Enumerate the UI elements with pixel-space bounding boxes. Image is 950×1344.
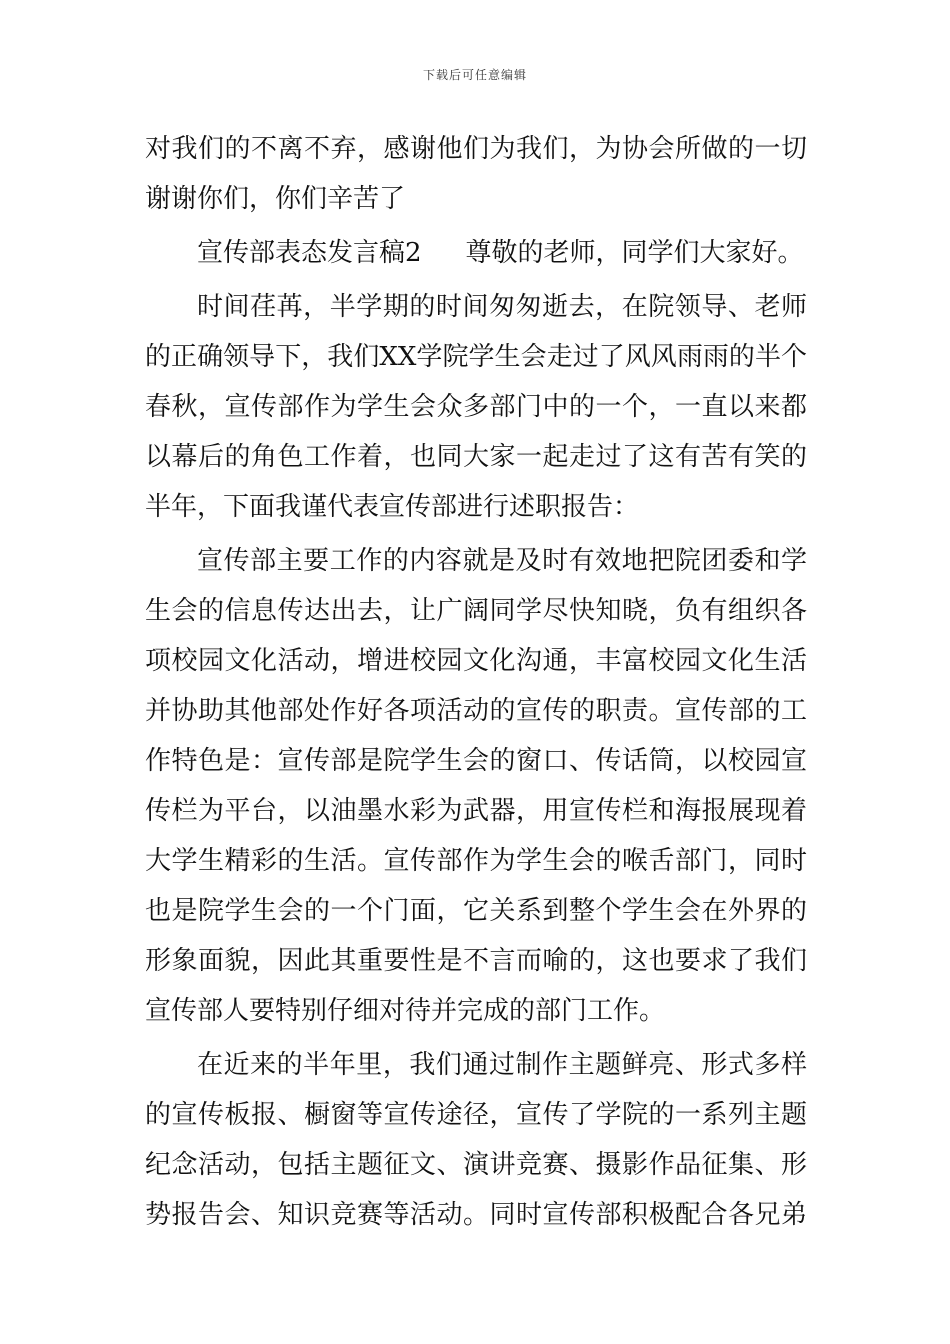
speech-greeting: 尊敬的老师，同学们大家好。 (465, 238, 804, 268)
text-line: 形象面貌，因此其重要性是不言而喻的，这也要求了我们 (145, 946, 807, 976)
text-line: 的宣传板报、橱窗等宣传途径，宣传了学院的一系列主题 (145, 1100, 807, 1130)
paragraph (145, 124, 807, 224)
text-line: 在近来的半年里，我们通过制作主题鲜亮、形式多样 (197, 1050, 807, 1080)
text-line: 半年，下面我谨代表宣传部进行述职报告： (145, 492, 640, 522)
text-line: 的正确领导下，我们XX学院学生会走过了风风雨雨的半个 (145, 342, 807, 372)
paragraph (145, 282, 807, 532)
text-line: 并协助其他部处作好各项活动的宣传的职责。宣传部的工 (145, 696, 807, 726)
text-line: 传栏为平台，以油墨水彩为武器，用宣传栏和海报展现着 (145, 796, 807, 826)
text-line: 以幕后的角色工作着，也同大家一起走过了这有苦有笑的 (145, 442, 807, 472)
header-note: 下载后可任意编辑 (422, 68, 527, 82)
text-line: 势报告会、知识竞赛等活动。同时宣传部积极配合各兄弟 (145, 1200, 807, 1230)
text-line: 春秋，宣传部作为学生会众多部门中的一个，一直以来都 (145, 392, 807, 422)
speech-title: 宣传部表态发言稿2 (197, 238, 422, 268)
document-body (145, 124, 807, 1240)
text-line: 宣传部人要特别仔细对待并完成的部门工作。 (145, 996, 666, 1026)
text-line: 纪念活动，包括主题征文、演讲竞赛、摄影作品征集、形 (145, 1150, 807, 1180)
text-line: 大学生精彩的生活。宣传部作为学生会的喉舌部门，同时 (145, 846, 807, 876)
text-line: 生会的信息传达出去，让广阔同学尽快知晓，负有组织各 (145, 596, 807, 626)
text-line: 宣传部主要工作的内容就是及时有效地把院团委和学 (197, 546, 807, 576)
text-line: 项校园文化活动，增进校园文化沟通，丰富校园文化生活 (145, 646, 807, 676)
speech-heading (145, 228, 807, 278)
text-line: 谢谢你们，你们辛苦了 (145, 184, 406, 214)
text-line: 对我们的不离不弃，感谢他们为我们，为协会所做的一切 (145, 134, 807, 164)
text-line: 也是院学生会的一个门面，它关系到整个学生会在外界的 (145, 896, 807, 926)
paragraph (145, 1040, 807, 1240)
paragraph (145, 536, 807, 1036)
text-line: 时间荏苒，半学期的时间匆匆逝去，在院领导、老师 (197, 292, 807, 322)
text-line: 作特色是：宣传部是院学生会的窗口、传话筒，以校园宣 (145, 746, 807, 776)
